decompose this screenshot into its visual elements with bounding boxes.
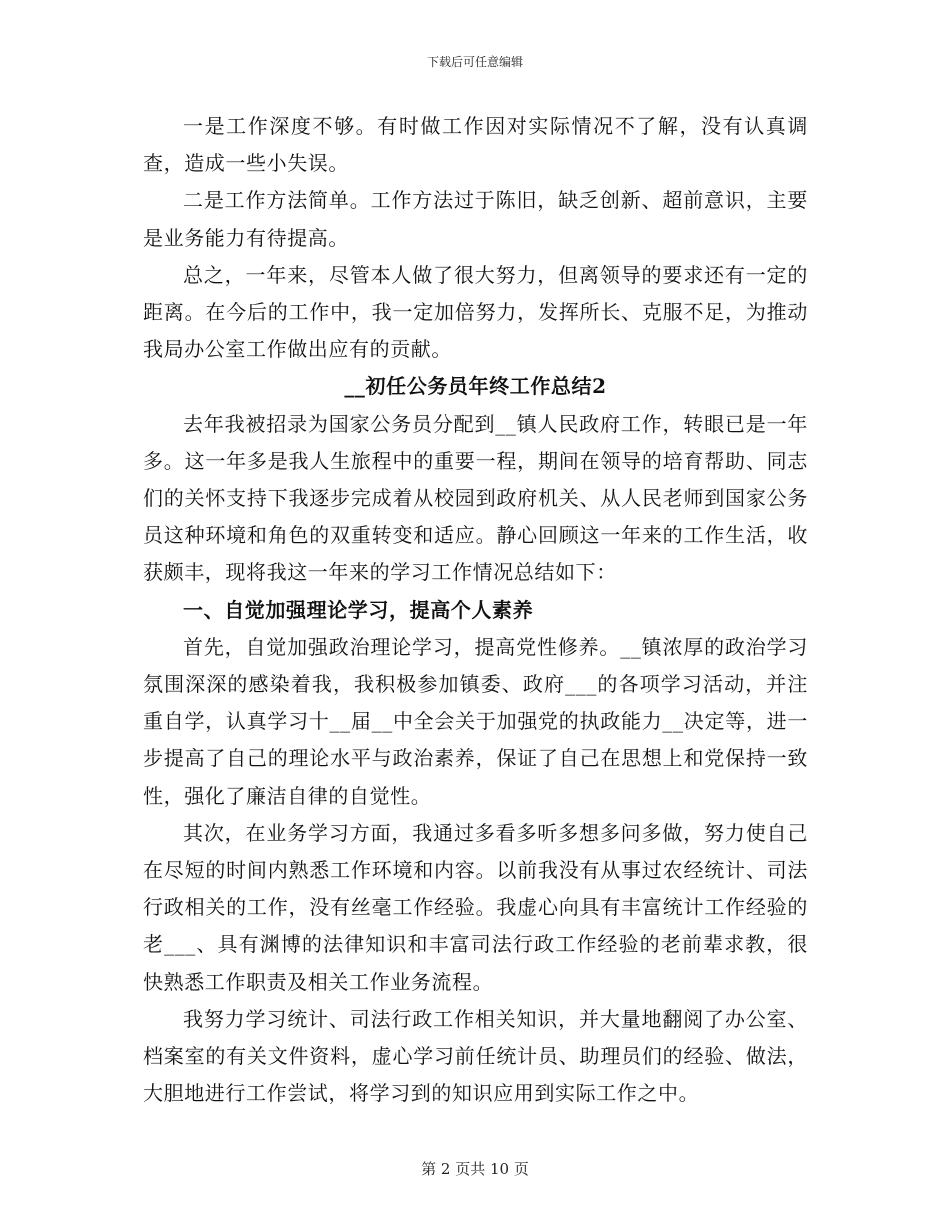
paragraph-knowledge-study: 我努力学习统计、司法行政工作相关知识，并大量地翻阅了办公室、档案室的有关文件资料，虚心学习前任统计员、助理员们的经验、做法，大胆地进行工作尝试，将学习到的知识应用到实际工作之中。: [143, 1006, 808, 1106]
page-number: 第 2 页共 10 页: [421, 1160, 529, 1178]
paragraph-work-method: 二是工作方法简单。工作方法过于陈旧，缺乏创新、超前意识，主要是业务能力有待提高。: [143, 188, 808, 250]
paragraph-business-study: 其次，在业务学习方面，我通过多看多听多想多问多做，努力使自己在尽短的时间内熟悉工作环境和内容。以前我没有从事过农经统计、司法行政相关的工作，没有丝毫工作经验。我虚心向具有丰富统计工作经验的老___、具有渊博的法律知识和丰富司法行政工作经验的老前辈求教，很快熟悉工作职责及相关工作业务流程。: [143, 820, 808, 994]
document-body: [143, 108, 808, 1112]
page-header: 下载后可任意编辑: [426, 55, 523, 69]
paragraph-political-study: 首先，自觉加强政治理论学习，提高党性修养。__镇浓厚的政治学习氛围深深的感染着我，我积极参加镇委、政府___的各项学习活动，并注重自学，认真学习十__届__中全会关于加强党的执政能力__决定等，进一步提高了自己的理论水平与政治素养，保证了自己在思想上和党保持一致性，强化了廉洁自律的自觉性。: [143, 634, 808, 808]
section-heading: 一、自觉加强理论学习，提高个人素养: [183, 597, 534, 622]
paragraph-work-depth: 一是工作深度不够。有时做工作因对实际情况不了解，没有认真调查，造成一些小失误。: [143, 114, 808, 176]
paragraph-intro: 去年我被招录为国家公务员分配到__镇人民政府工作，转眼已是一年多。这一年多是我人生旅程中的重要一程，期间在领导的培育帮助、同志们的关怀支持下我逐步完成着从校园到政府机关、从人民老师到国家公务员这种环境和角色的双重转变和适应。静心回顾这一年来的工作生活，收获颇丰，现将我这一年来的学习工作情况总结如下：: [143, 411, 808, 585]
paragraph-summary: 总之，一年来，尽管本人做了很大努力，但离领导的要求还有一定的距离。在今后的工作中，我一定加倍努力，发挥所长、克服不足，为推动我局办公室工作做出应有的贡献。: [143, 262, 808, 362]
section-title: __初任公务员年终工作总结2: [344, 374, 607, 399]
